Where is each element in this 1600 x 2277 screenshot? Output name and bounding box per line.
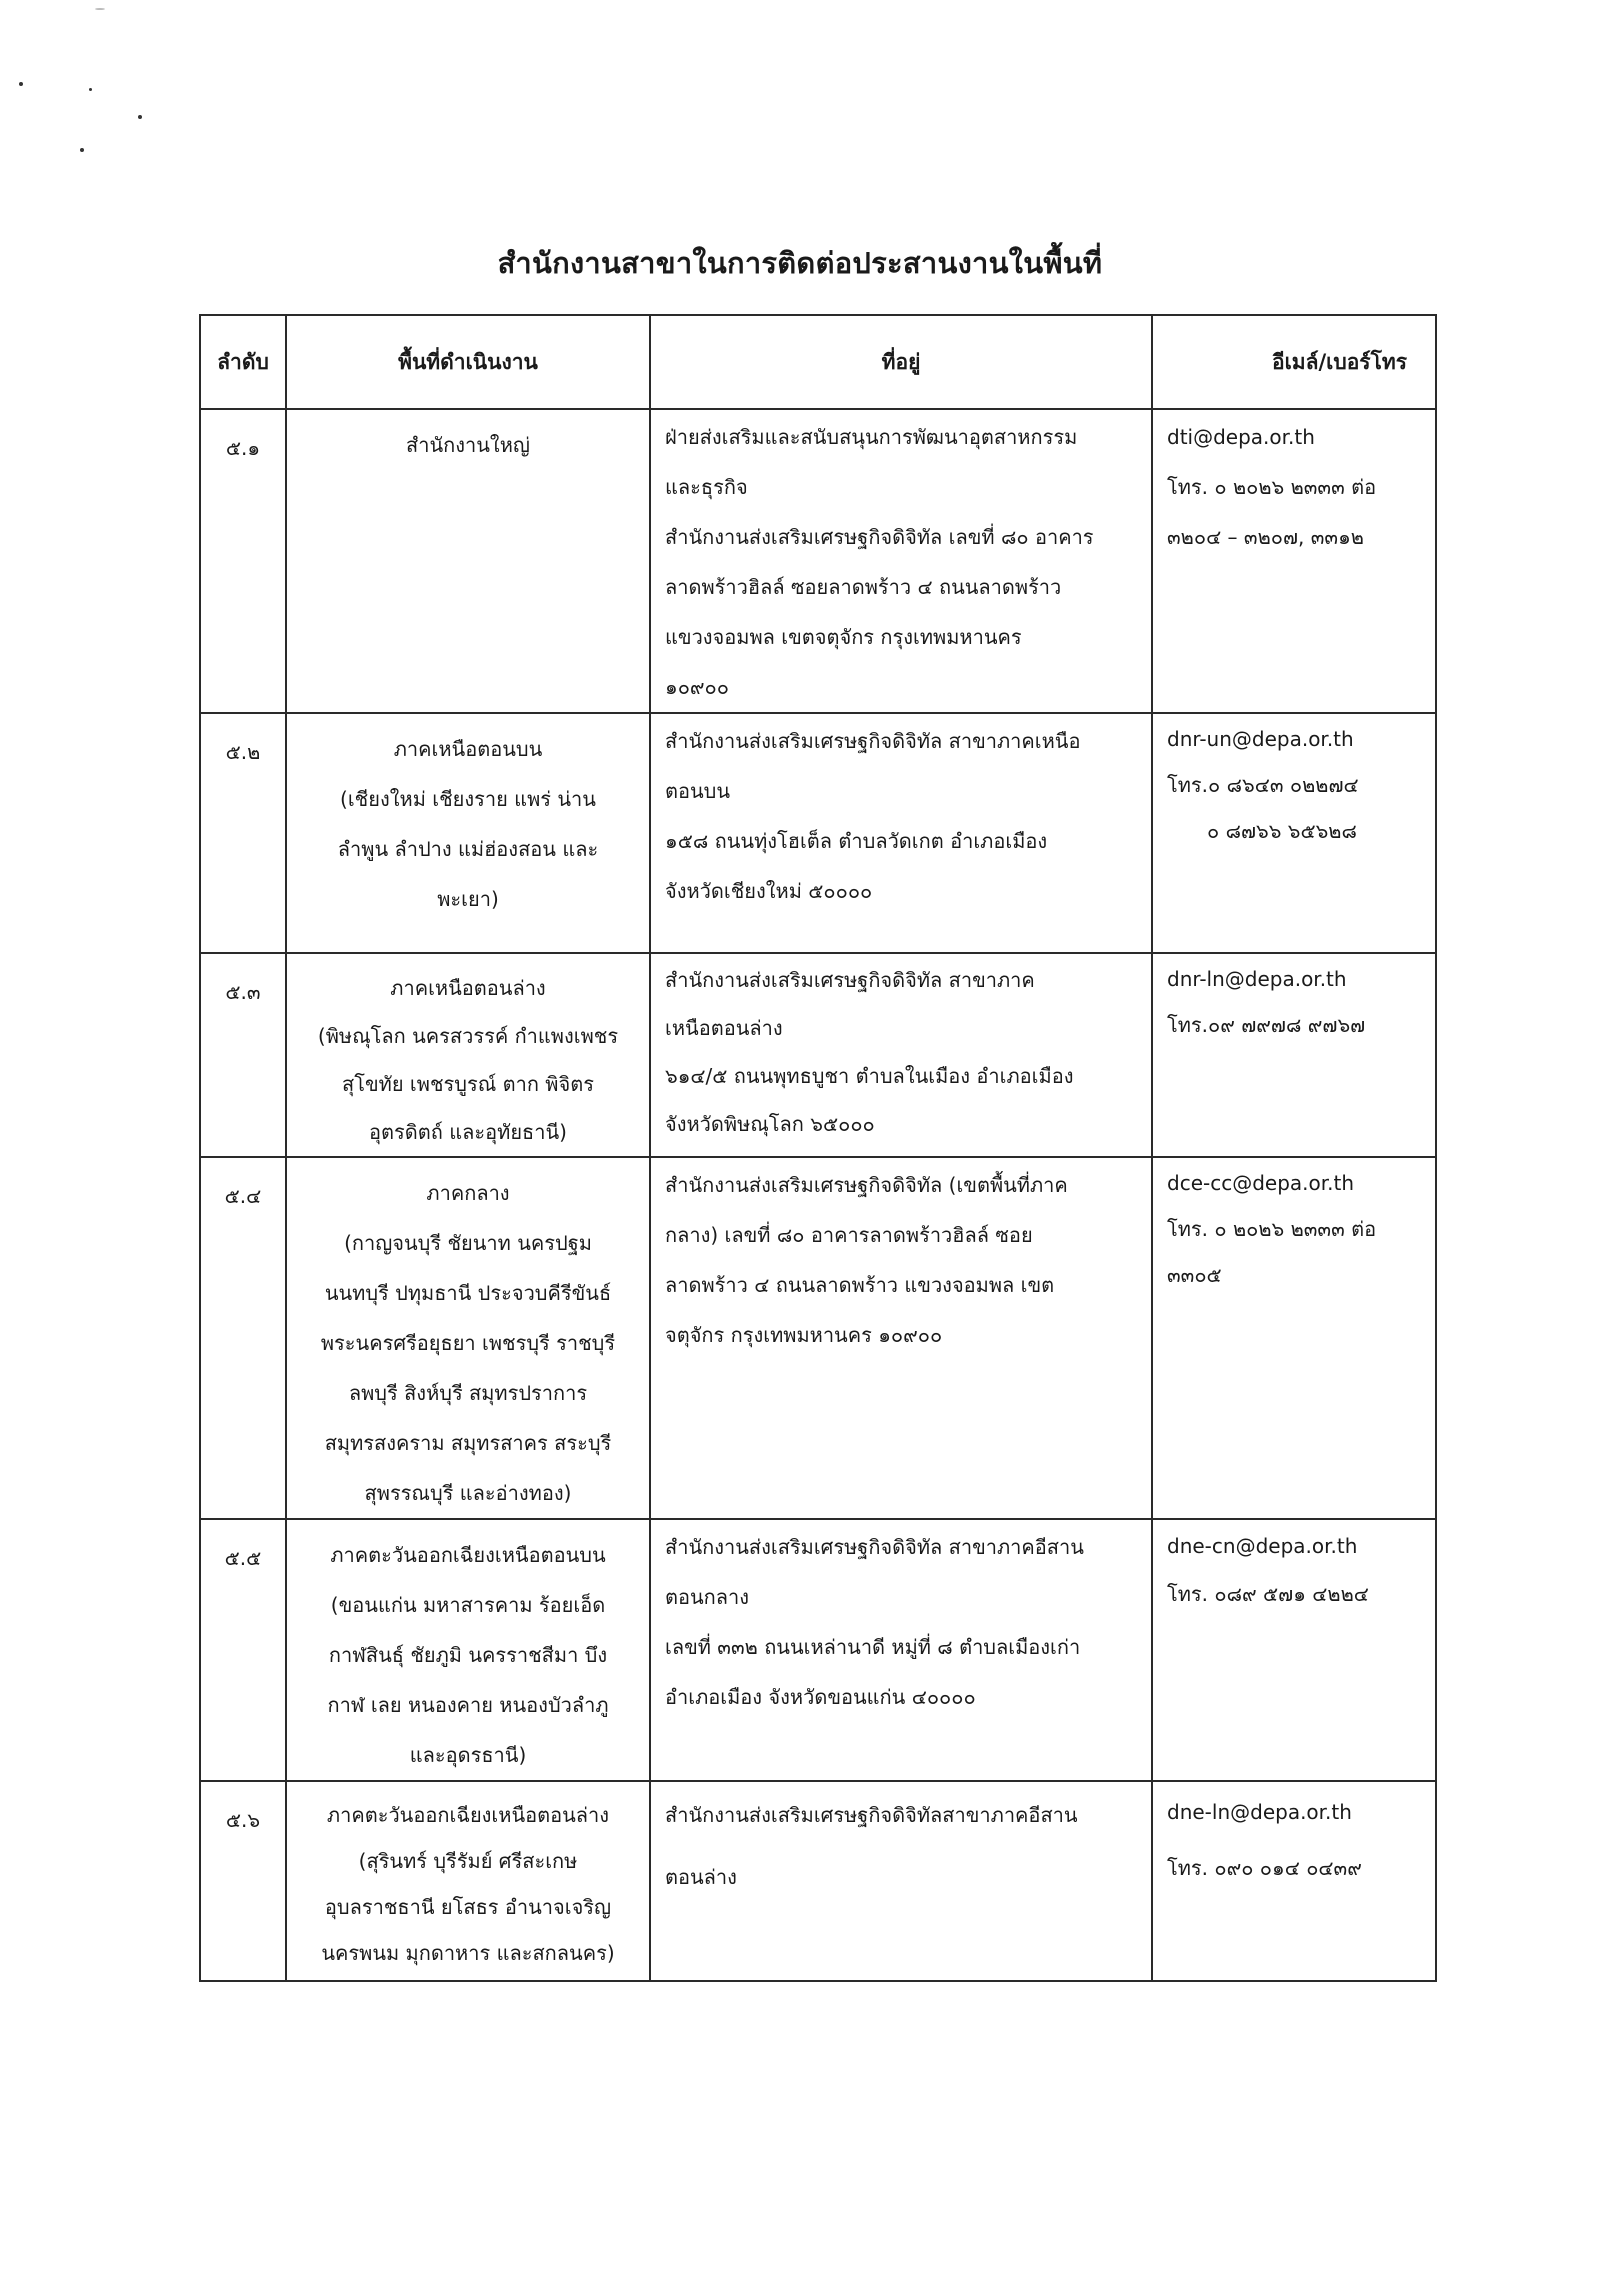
table-row [200, 1781, 1436, 1981]
area-line: พระนครศรีอยุธยา เพชรบุรี ราชบุรี [320, 1331, 616, 1355]
row-number: ๕.๖ [200, 1781, 286, 1981]
area-line: (ขอนแก่น มหาสารคาม ร้อยเอ็ด [330, 1593, 606, 1617]
table-row [200, 1519, 1436, 1781]
area-line: สุพรรณบุรี และอ่างทอง) [364, 1481, 572, 1505]
email-text: dnr-ln@depa.or.th [1167, 967, 1347, 991]
table-row [200, 1157, 1436, 1519]
area-line: นนทบุรี ปทุมธานี ประจวบคีรีขันธ์ [324, 1281, 612, 1305]
scan-speck [19, 82, 23, 86]
address-line: ๑๐๙๐๐ [665, 675, 729, 699]
area-cell [286, 409, 650, 713]
branch-office-table [199, 314, 1437, 1982]
page-title: สำนักงานสาขาในการติดต่อประสานงานในพื้นที่ [497, 246, 1103, 280]
email-text: dnr-un@depa.or.th [1167, 727, 1354, 751]
header-address: ที่อยู่ [650, 315, 1152, 409]
address-line: แขวงจอมพล เขตจตุจักร กรุงเทพมหานคร [665, 625, 1022, 649]
contact-cell [1152, 953, 1436, 1157]
phone-text: โทร. ๐ ๒๐๒๖ ๒๓๓๓ ต่อ [1167, 1217, 1377, 1241]
area-cell [286, 1781, 650, 1981]
address-cell [650, 1519, 1152, 1781]
area-line: ภาคตะวันออกเฉียงเหนือตอนบน [330, 1543, 606, 1567]
row-number: ๕.๑ [200, 409, 286, 713]
address-line: ตอนกลาง [665, 1585, 750, 1609]
area-line: สุโขทัย เพชรบูรณ์ ตาก พิจิตร [342, 1072, 594, 1096]
phone-text: ๓๒๐๔ – ๓๒๐๗, ๓๓๑๒ [1167, 525, 1364, 549]
address-line: สำนักงานส่งเสริมเศรษฐกิจดิจิทัล เลขที่ ๘๐ อาคาร [665, 525, 1094, 549]
contact-cell [1152, 1157, 1436, 1519]
address-cell [650, 1157, 1152, 1519]
address-line: ฝ่ายส่งเสริมและสนับสนุนการพัฒนาอุตสาหกรรม [665, 425, 1078, 449]
row-number: ๕.๔ [200, 1157, 286, 1519]
address-line: อำเภอเมือง จังหวัดขอนแก่น ๔๐๐๐๐ [665, 1685, 976, 1709]
phone-text: โทร. ๐๘๙ ๕๗๑ ๔๒๒๔ [1167, 1582, 1369, 1606]
header-area: พื้นที่ดำเนินงาน [286, 315, 650, 409]
area-cell [286, 953, 650, 1157]
email-text: dti@depa.or.th [1167, 425, 1315, 449]
contact-cell [1152, 713, 1436, 953]
area-cell [286, 1157, 650, 1519]
address-line: ๖๑๔/๕ ถนนพุทธบูชา ตำบลในเมือง อำเภอเมือง [665, 1064, 1074, 1088]
address-line: สำนักงานส่งเสริมเศรษฐกิจดิจิทัล (เขตพื้นที่ภาค [665, 1173, 1068, 1197]
area-line: กาฬสินธุ์ ชัยภูมิ นครราชสีมา บึง [328, 1643, 608, 1667]
area-cell [286, 713, 650, 953]
scan-speck [89, 88, 92, 91]
header-contact: อีเมล์/เบอร์โทร [1152, 315, 1436, 409]
scan-speck [95, 8, 105, 10]
phone-text: โทร.๐ ๘๖๔๓ ๐๒๒๗๔ [1167, 773, 1359, 797]
scan-speck [80, 148, 84, 152]
address-cell [650, 1781, 1152, 1981]
phone-text: โทร.๐๙ ๗๙๗๘ ๙๗๖๗ [1167, 1013, 1366, 1037]
header-no: ลำดับ [200, 315, 286, 409]
area-line: ลำพูน ลำปาง แม่ฮ่องสอน และ [337, 837, 599, 861]
table-row [200, 953, 1436, 1157]
area-line: ภาคกลาง [426, 1181, 510, 1205]
email-text: dne-cn@depa.or.th [1167, 1534, 1358, 1558]
address-line: และธุรกิจ [665, 475, 748, 499]
area-line: นครพนม มุกดาหาร และสกลนคร) [321, 1941, 615, 1965]
address-line: สำนักงานส่งเสริมเศรษฐกิจดิจิทัลสาขาภาคอีสาน [665, 1803, 1078, 1827]
table-row [200, 409, 1436, 713]
area-line: อุตรดิตถ์ และอุทัยธานี) [369, 1120, 567, 1144]
table-row [200, 713, 1436, 953]
address-line: กลาง) เลขที่ ๘๐ อาคารลาดพร้าวฮิลล์ ซอย [665, 1223, 1033, 1247]
address-cell [650, 953, 1152, 1157]
phone-text: ๓๓๐๕ [1167, 1263, 1222, 1287]
address-line: จตุจักร กรุงเทพมหานคร ๑๐๙๐๐ [665, 1323, 943, 1347]
scan-speck [138, 115, 142, 119]
area-line: สมุทรสงคราม สมุทรสาคร สระบุรี [324, 1431, 612, 1455]
email-text: dne-ln@depa.or.th [1167, 1800, 1352, 1824]
address-line: ตอนบน [665, 779, 731, 803]
address-cell [650, 713, 1152, 953]
phone-text: โทร. ๐๙๐ ๐๑๔ ๐๔๓๙ [1167, 1856, 1362, 1880]
address-cell [650, 409, 1152, 713]
address-line: สำนักงานส่งเสริมเศรษฐกิจดิจิทัล สาขาภาคอีสาน [665, 1535, 1084, 1559]
contact-cell [1152, 409, 1436, 713]
address-line: เลขที่ ๓๓๒ ถนนเหล่านาดี หมู่ที่ ๘ ตำบลเมืองเก่า [665, 1635, 1081, 1659]
address-line: สำนักงานส่งเสริมเศรษฐกิจดิจิทัล สาขาภาคเหนือ [665, 729, 1081, 753]
row-number: ๕.๕ [200, 1519, 286, 1781]
address-line: ๑๕๘ ถนนทุ่งโฮเต็ล ตำบลวัดเกต อำเภอเมือง [665, 829, 1048, 853]
address-line: ลาดพร้าว ๔ ถนนลาดพร้าว แขวงจอมพล เขต [665, 1273, 1055, 1297]
address-line: จังหวัดเชียงใหม่ ๕๐๐๐๐ [665, 879, 873, 903]
phone-text: ๐ ๘๗๖๖ ๖๕๖๒๘ [1207, 819, 1357, 843]
phone-text: โทร. ๐ ๒๐๒๖ ๒๓๓๓ ต่อ [1167, 475, 1377, 499]
contact-cell [1152, 1519, 1436, 1781]
area-line: ภาคตะวันออกเฉียงเหนือตอนล่าง [326, 1803, 610, 1827]
area-line: และอุดรธานี) [409, 1743, 527, 1767]
area-line: (เชียงใหม่ เชียงราย แพร่ น่าน [340, 787, 596, 811]
row-number: ๕.๓ [200, 953, 286, 1157]
area-cell [286, 1519, 650, 1781]
area-line: ลพบุรี สิงห์บุรี สมุทรปราการ [348, 1381, 588, 1405]
address-line: จังหวัดพิษณุโลก ๖๕๐๐๐ [665, 1112, 875, 1136]
address-line: เหนือตอนล่าง [665, 1016, 783, 1040]
area-line: กาฬ เลย หนองคาย หนองบัวลำภู [327, 1693, 609, 1717]
area-line: สำนักงานใหญ่ [406, 433, 530, 457]
address-line: สำนักงานส่งเสริมเศรษฐกิจดิจิทัล สาขาภาค [665, 968, 1035, 992]
table-header-row [200, 315, 1436, 409]
area-line: พะเยา) [437, 887, 499, 911]
address-line: ลาดพร้าวฮิลล์ ซอยลาดพร้าว ๔ ถนนลาดพร้าว [665, 575, 1062, 599]
area-line: อุบลราชธานี ยโสธร อำนาจเจริญ [324, 1895, 612, 1919]
area-line: (กาญจนบุรี ชัยนาท นครปฐม [344, 1231, 592, 1255]
row-number: ๕.๒ [200, 713, 286, 953]
contact-cell [1152, 1781, 1436, 1981]
area-line: ภาคเหนือตอนล่าง [390, 976, 546, 1000]
area-line: (สุรินทร์ บุรีรัมย์ ศรีสะเกษ [358, 1849, 578, 1873]
email-text: dce-cc@depa.or.th [1167, 1171, 1355, 1195]
area-line: (พิษณุโลก นครสวรรค์ กำแพงเพชร [317, 1024, 619, 1048]
address-line: ตอนล่าง [665, 1865, 737, 1889]
area-line: ภาคเหนือตอนบน [393, 737, 543, 761]
